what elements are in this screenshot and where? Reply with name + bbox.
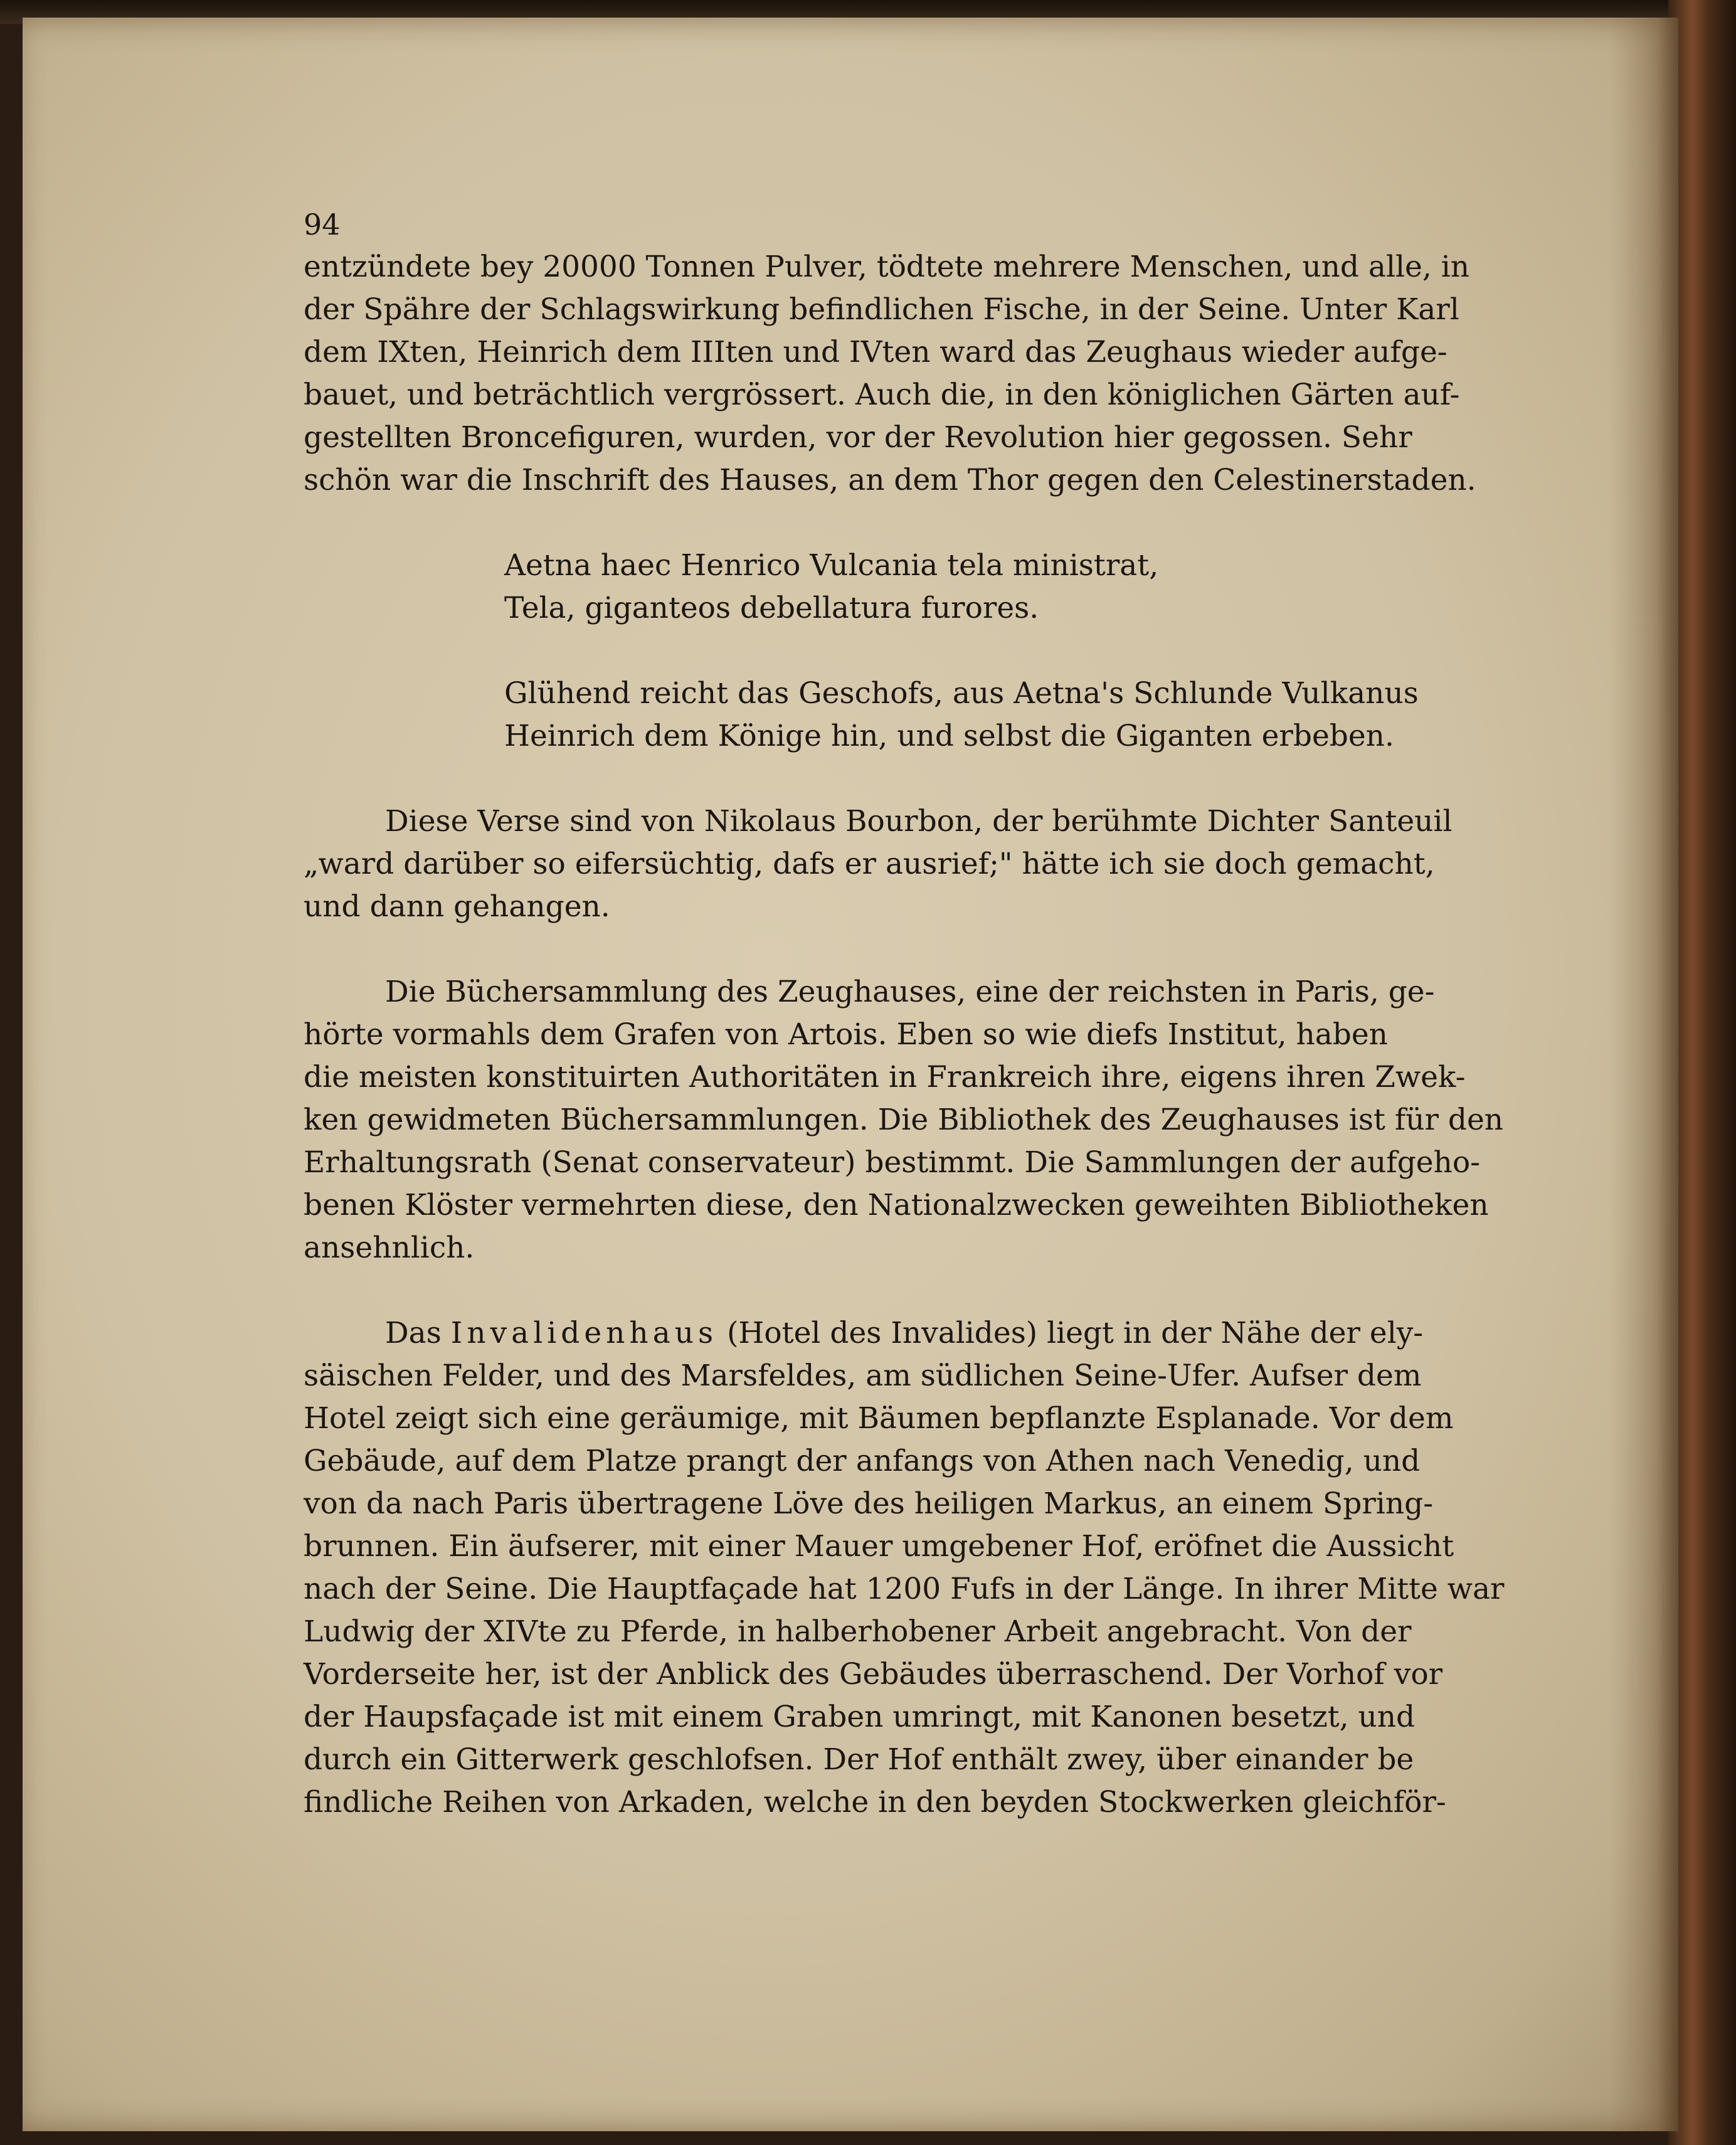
- latin-verse: [504, 544, 1614, 630]
- emphasized-term: Invalidenhaus: [450, 1316, 718, 1350]
- spacer: [304, 928, 1614, 971]
- text-line: Die Büchersammlung des Zeughauses, eine der reichsten in Paris, ge-: [385, 975, 1435, 1009]
- text-line: säischen Felder, und des Marsfeldes, am südlichen Seine-Ufer. Aufser dem: [304, 1358, 1422, 1393]
- text-line: findliche Reihen von Arkaden, welche in den beyden Stockwerken gleichför-: [304, 1785, 1446, 1819]
- text-line: Ludwig der XIVte zu Pferde, in halberhobener Arbeit angebracht. Von der: [304, 1614, 1412, 1649]
- text-line: und dann gehangen.: [304, 889, 610, 924]
- spacer: [304, 630, 1614, 672]
- text-line: von da nach Paris übertragene Löve des heiligen Markus, an einem Spring-: [304, 1486, 1434, 1521]
- paragraph-2: [304, 800, 1614, 928]
- spacer: [304, 502, 1614, 544]
- spacer: [304, 1269, 1614, 1312]
- text-line: ansehnlich.: [304, 1231, 475, 1265]
- text-line: Erhaltungsrath (Senat conservateur) bestimmt. Die Sammlungen der aufgeho-: [304, 1145, 1481, 1180]
- verse-line: Heinrich dem Könige hin, und selbst die Giganten erbeben.: [504, 719, 1394, 753]
- text-line: benen Klöster vermehrten diese, den Nationalzwecken geweihten Bibliotheken: [304, 1188, 1489, 1222]
- text-line: nach der Seine. Die Hauptfaçade hat 1200 Fufs in der Länge. In ihrer Mitte war: [304, 1572, 1505, 1606]
- verse-line: Tela, giganteos debellatura furores.: [504, 591, 1039, 625]
- text-line: „ward darüber so eifersüchtig, dafs er ausrief;" hätte ich sie doch gemacht,: [304, 847, 1435, 881]
- paragraph-3: [304, 971, 1614, 1269]
- text-line: der Spähre der Schlagswirkung befindlichen Fische, in der Seine. Unter Karl: [304, 292, 1459, 327]
- text-line: schön war die Inschrift des Hauses, an dem Thor gegen den Celestinerstaden.: [304, 463, 1476, 497]
- text-fragment: Das: [385, 1316, 442, 1350]
- text-line: Vorderseite her, ist der Anblick des Gebäudes überraschend. Der Vorhof vor: [304, 1657, 1443, 1692]
- text-line: [304, 1312, 1614, 1355]
- verse-line: Glühend reicht das Geschofs, aus Aetna's Schlunde Vulkanus: [504, 676, 1419, 711]
- text-line: brunnen. Ein äufserer, mit einer Mauer umgebener Hof, eröfnet die Aussicht: [304, 1529, 1454, 1564]
- page-number: 94: [304, 208, 341, 241]
- text-line: Gebäude, auf dem Platze prangt der anfangs von Athen nach Venedig, und: [304, 1444, 1421, 1478]
- text-fragment: (Hotel des Invalides) liegt in der Nähe der ely-: [727, 1316, 1424, 1350]
- text-line: hörte vormahls dem Grafen von Artois. Eben so wie diefs Institut, haben: [304, 1017, 1388, 1052]
- text-line: ken gewidmeten Büchersammlungen. Die Bibliothek des Zeughauses ist für den: [304, 1103, 1504, 1137]
- text-line: bauet, und beträchtlich vergrössert. Auch die, in den königlichen Gärten auf-: [304, 378, 1460, 412]
- book-binding-edge: [1668, 0, 1736, 2145]
- paragraph-1: [304, 246, 1614, 502]
- paragraph-4: [304, 1312, 1614, 1824]
- spacer: [304, 758, 1614, 800]
- book-page: [23, 18, 1678, 2131]
- text-line: der Haupsfaçade ist mit einem Graben umringt, mit Kanonen besetzt, und: [304, 1700, 1416, 1734]
- text-line: gestellten Broncefiguren, wurden, vor der Revolution hier gegossen. Sehr: [304, 420, 1412, 455]
- german-verse: [504, 672, 1614, 758]
- verse-line: Aetna haec Henrico Vulcania tela ministrat,: [504, 548, 1159, 583]
- page-text: [304, 203, 1614, 1824]
- text-line: Diese Verse sind von Nikolaus Bourbon, der berühmte Dichter Santeuil: [385, 804, 1453, 839]
- text-line: die meisten konstituirten Authoritäten in Frankreich ihre, eigens ihren Zwek-: [304, 1060, 1466, 1094]
- gutter-shadow: [1609, 18, 1678, 2131]
- text-line: Hotel zeigt sich eine geräumige, mit Bäumen bepflanzte Esplanade. Vor dem: [304, 1401, 1454, 1436]
- text-line: entzündete bey 20000 Tonnen Pulver, tödtete mehrere Menschen, und alle, in: [304, 250, 1470, 284]
- text-line: dem IXten, Heinrich dem IIIten und IVten ward das Zeughaus wieder aufge-: [304, 335, 1448, 369]
- text-line: durch ein Gitterwerk geschlofsen. Der Hof enthält zwey, über einander be: [304, 1742, 1414, 1777]
